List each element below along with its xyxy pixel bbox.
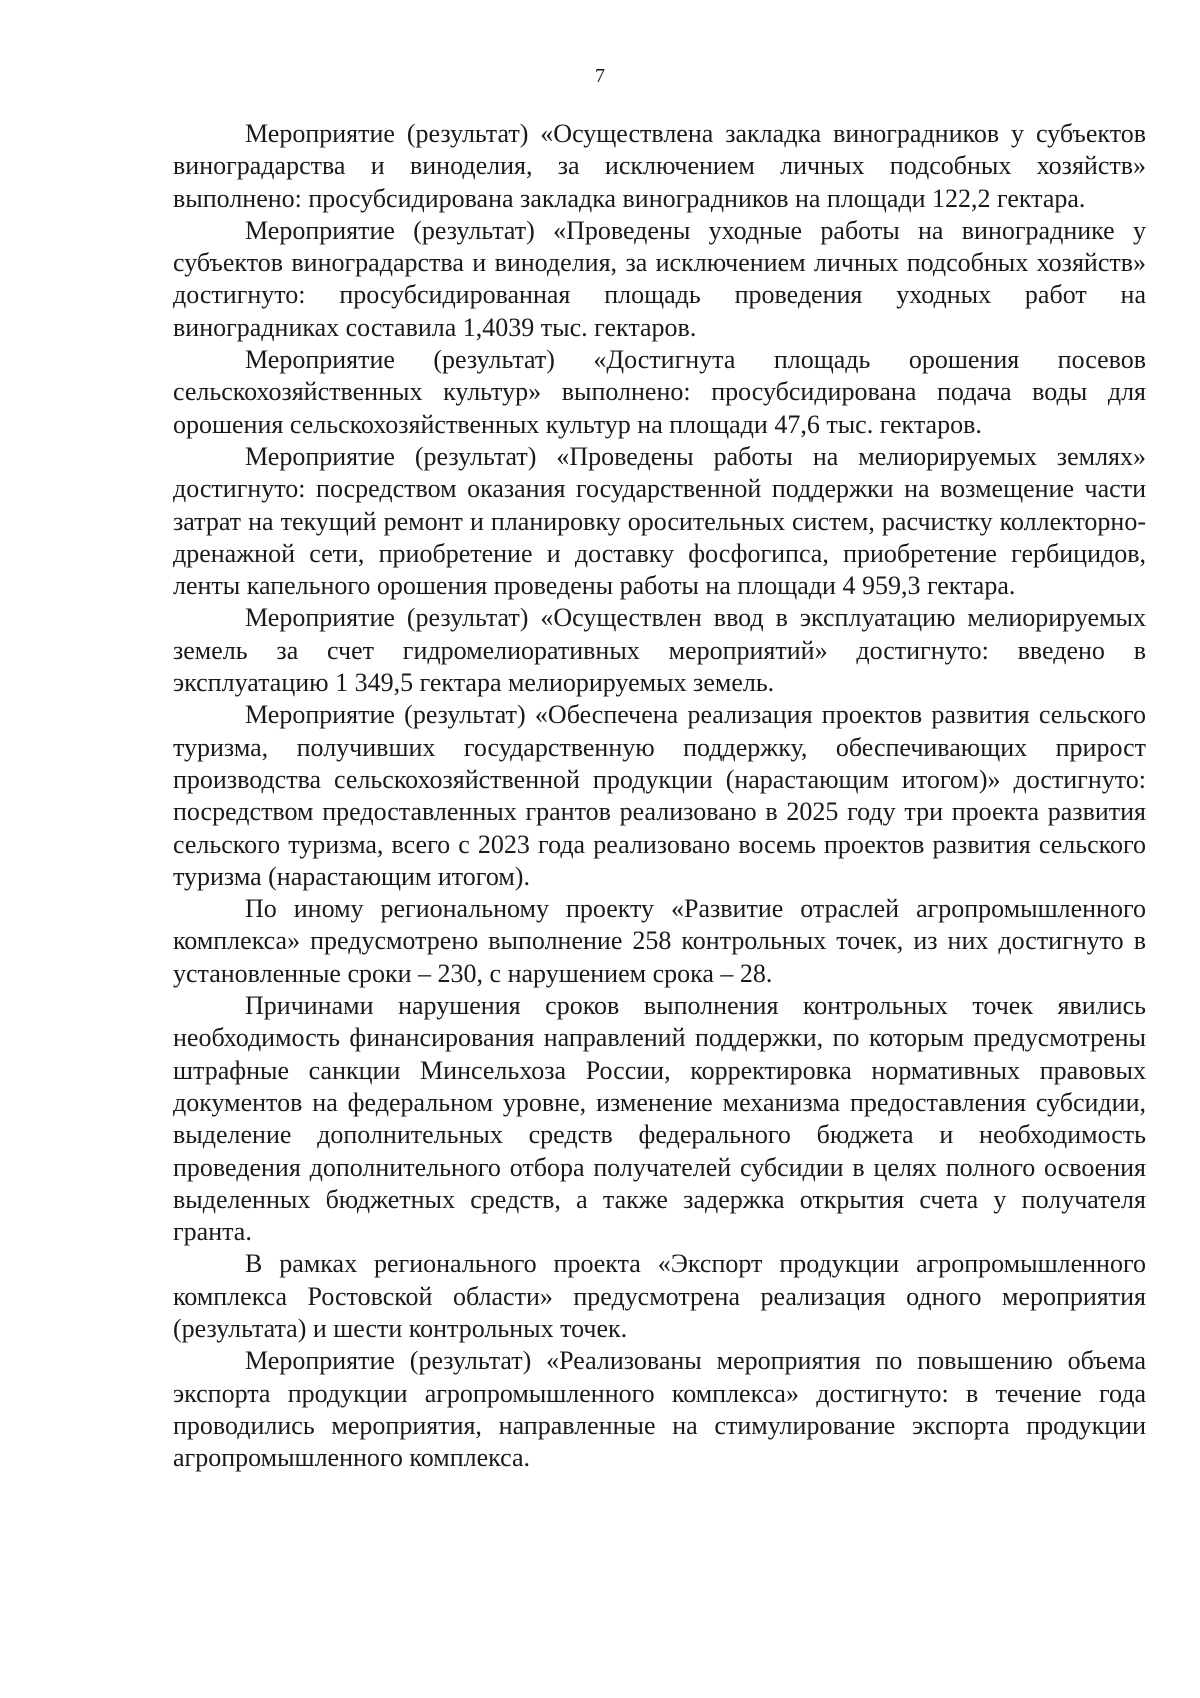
paragraph-export-project: В рамках регионального проекта «Экспорт продукции агропромышленного комплекса Ростовской области» предусмотрена реализация одного мероприятия (результата) и шести контрольных точек. — [173, 1249, 1146, 1343]
paragraph-export-measures: Мероприятие (результат) «Реализованы мероприятия по повышению объема экспорта продукции агропромышленного комплекса» достигнуто: в течение года проводились мероприятия, направленные на стимулирование экспорта продукции агропромышленного комплекса. — [173, 1346, 1146, 1473]
paragraph-reclaimed-lands-commissioning: Мероприятие (результат) «Осуществлен ввод в эксплуатацию мелиорируемых земель за счет гидромелиоративных мероприятий» достигнуто: введено в эксплуатацию 1 349,5 гектара мелиорируемых земель. — [173, 603, 1146, 698]
paragraph-reclaimed-lands-works: Мероприятие (результат) «Проведены работы на мелиорируемых землях» достигнуто: посредством оказания государственной поддержки на возмещение части затрат на текущий ремонт и планировку оросительных систем, расчистку коллекторно-дренажной сети, приобретение и доставку фосфогипса, приобретение гербицидов, ленты капельного орошения проведены работы на площади 4 959,3 гектара. — [173, 441, 1146, 601]
paragraph-vineyard-care: Мероприятие (результат) «Проведены уходные работы на винограднике у субъектов виноградарства и виноделия, за исключением личных подсобных хозяйств» достигнуто: просубсидированная площадь проведения уходных работ на виноградниках составила 1,4039 тыс. гектаров. — [173, 215, 1146, 342]
paragraph-rural-tourism: Мероприятие (результат) «Обеспечена реализация проектов развития сельского туризма, получивших государственную поддержку, обеспечивающих прирост производства сельскохозяйственной продукции (нарастающим итогом)» достигнуто: посредством предоставленных грантов реализовано в 2025 году три проекта развития сельского туризма, всего с 2023 года реализовано восемь проектов развития сельского туризма (нарастающим итогом). — [173, 700, 1146, 891]
document-body — [173, 118, 1146, 1474]
paragraph-irrigation-area: Мероприятие (результат) «Достигнута площадь орошения посевов сельскохозяйственных культур» выполнено: просубсидирована подача воды для орошения сельскохозяйственных культур на площади 47,6 тыс. гектаров. — [173, 345, 1146, 439]
paragraph-vineyard-planting: Мероприятие (результат) «Осуществлена закладка виноградников у субъектов виноградарства и виноделия, за исключением личных подсобных хозяйств» выполнено: просубсидирована закладка виноградников на площади 122,2 гектара. — [173, 119, 1146, 213]
page-number: 7 — [595, 65, 605, 87]
paragraph-delay-reasons: Причинами нарушения сроков выполнения контрольных точек явились необходимость финансирования направлений поддержки, по которым предусмотрены штрафные санкции Минсельхоза России, корректировка нормативных правовых документов на федеральном уровне, изменение механизма предоставления субсидии, выделение дополнительных средств федерального бюджета и необходимость проведения дополнительного отбора получателей субсидии в целях полного освоения выделенных бюджетных средств, а также задержка открытия счета у получателя гранта. — [173, 991, 1146, 1247]
paragraph-agro-industrial-project: По иному региональному проекту «Развитие отраслей агропромышленного комплекса» предусмотрено выполнение 258 контрольных точек, из них достигнуто в установленные сроки – 230, с нарушением срока – 28. — [173, 894, 1146, 988]
